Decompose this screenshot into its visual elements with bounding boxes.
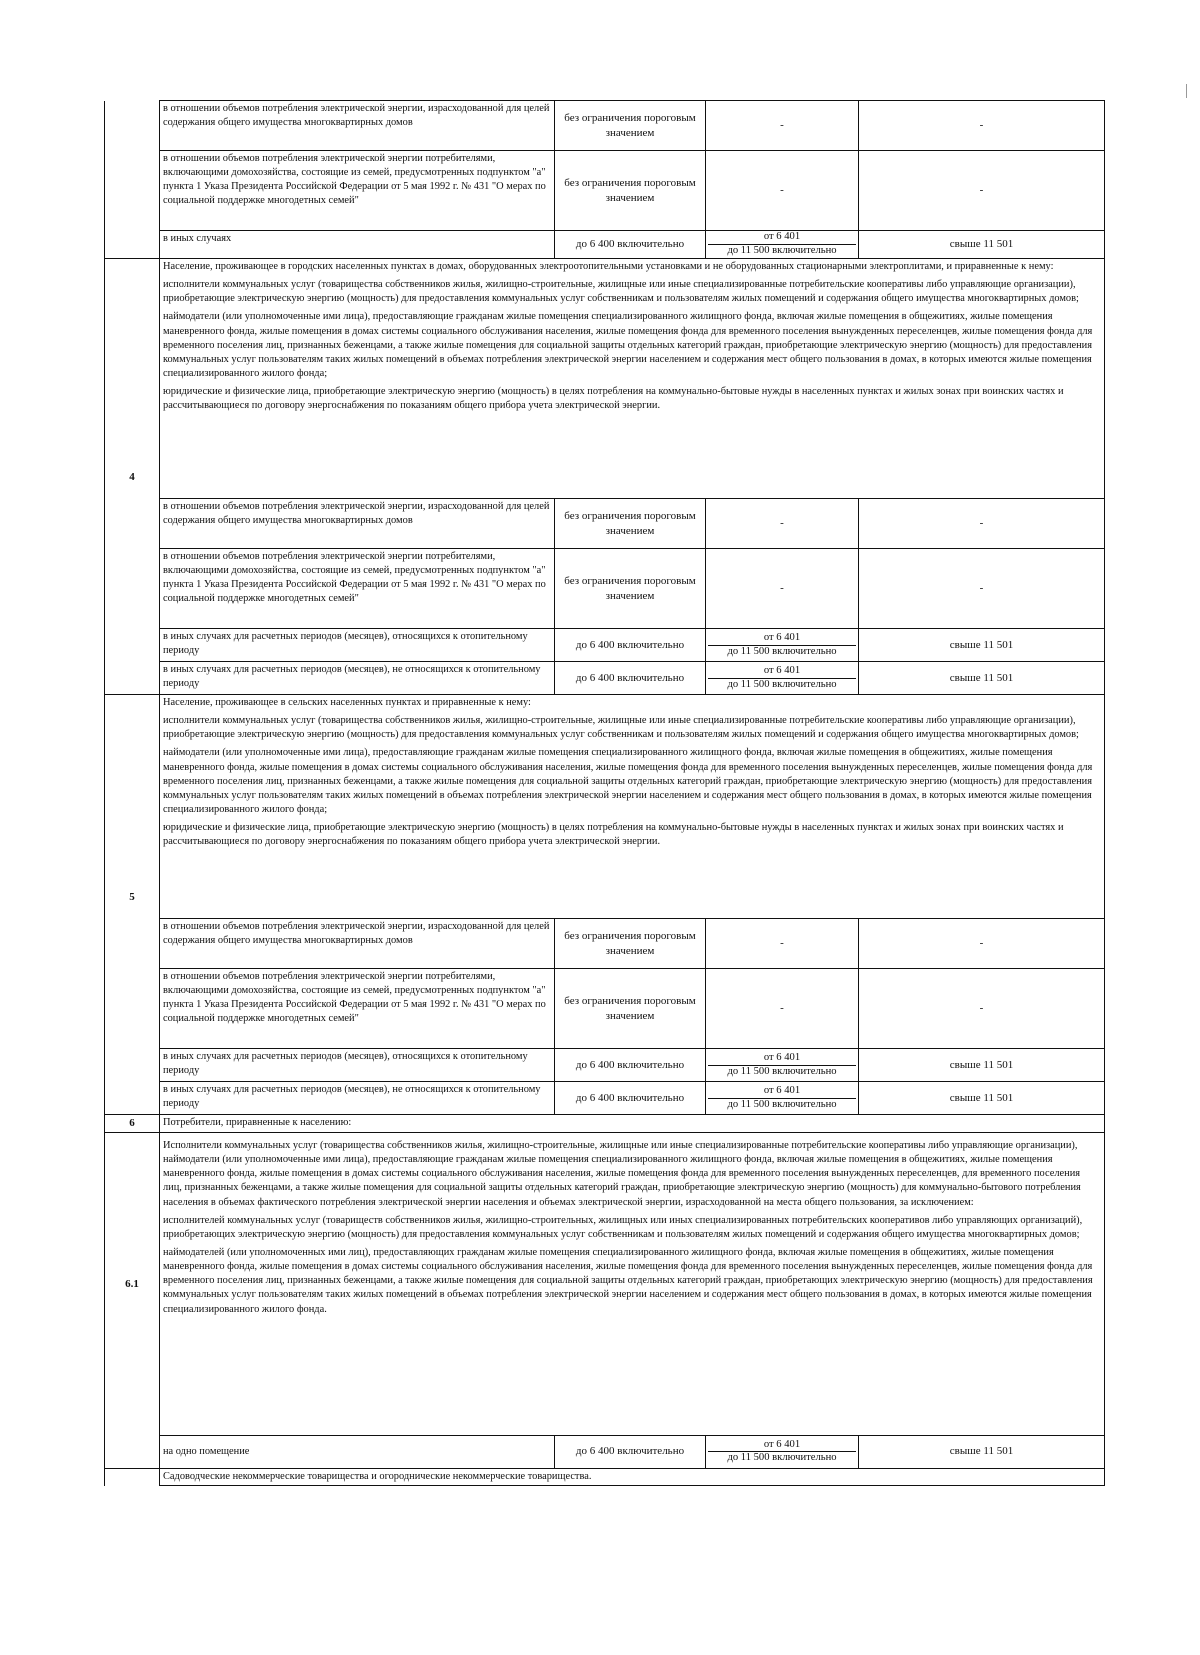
- range-to: до 11 500 включительно: [727, 1065, 837, 1077]
- table-row: [105, 662, 1105, 695]
- row-number-cell: [105, 231, 160, 259]
- table-row: [105, 499, 1105, 549]
- category-paragraph: исполнители коммунальных услуг (товарищества собственников жилья, жилищно-строительные, жилищные или иные специализированные потребительские кооперативы либо управляющие организации), приобретающие электрическую энергию (мощность) для предоставления коммунальных услуг собственникам и пользователям жилых помещений и содержания общего имущества многоквартирных домов;: [163, 715, 1079, 741]
- table-row-last: [105, 1468, 1105, 1485]
- row-number-cell: [105, 101, 160, 151]
- table-row: [105, 919, 1105, 969]
- range-to: до 11 500 включительно: [727, 645, 837, 657]
- row-number-cell: [105, 1082, 160, 1115]
- subrow-label: в отношении объемов потребления электрической энергии потребителями, включающими домохозяйства, состоящие из семей, предусмотренных подпунктом "а" пункта 1 Указа Президента Российской Федерации от 5 мая 1992 г. № 431 "О мерах по социальной поддержке многодетных семей": [160, 549, 555, 629]
- range-from: от 6 401: [708, 1052, 856, 1066]
- range-to: до 11 500 включительно: [727, 1452, 837, 1464]
- subrow-label: в отношении объемов потребления электрической энергии, израсходованной для целей содержания общего имущества многоквартирных домов: [160, 499, 555, 549]
- range-from: от 6 401: [708, 665, 856, 679]
- subrow-label: в иных случаях для расчетных периодов (месяцев), не относящихся к отопительному периоду: [160, 1082, 555, 1115]
- range-to: до 11 500 включительно: [727, 245, 837, 256]
- row-number-cell: [105, 1049, 160, 1082]
- category-heading: Население, проживающее в городских населенных пунктах в домах, оборудованных электроотопительными установками и не оборудованных стационарными электроплитами, и приравненные к нему:: [163, 261, 1054, 272]
- dash-cell: -: [859, 499, 1105, 549]
- table-row-4: [105, 259, 1105, 499]
- dash-cell: -: [706, 101, 859, 151]
- no-limit-cell: без ограничения пороговым значением: [555, 549, 706, 629]
- dash-cell: -: [706, 969, 859, 1049]
- category-paragraph: Исполнители коммунальных услуг (товарищества собственников жилья, жилищно-строительные, жилищные или иные специализированные потребительские кооперативы либо управляющие организации), наймодатели (или уполномоченные ими лица), предоставляющие гражданам жилые помещения специализированного жилищного фонда, включая жилые помещения в общежитиях, жилые помещения маневренного фонда, жилые помещения в домах системы социального обслуживания населения, жилые помещения фонда для временного поселения вынужденных переселенцев, для временного поселения лиц, признанных беженцами, а также жилые помещения для социальной защиты отдельных категорий граждан, приобретающие электрическую энергию (мощность) для коммунально-бытового потребления населения в объемах фактического потребления электрической энергии населения и объемах электрической энергии, израсходованной на места общего пользования, за исключением:: [163, 1139, 1081, 1208]
- over-cell: свыше 11 501: [859, 629, 1105, 662]
- tariff-table-page: [104, 100, 1104, 1486]
- category-description: [160, 1132, 1105, 1435]
- row-number-cell: 6.1: [105, 1132, 160, 1435]
- range-cell: [706, 662, 859, 695]
- category-heading: Потребители, приравненные к населению:: [160, 1115, 1105, 1133]
- row-number-cell: [105, 151, 160, 231]
- row-number-cell: [105, 499, 160, 549]
- table-row-6-1: [105, 1132, 1105, 1435]
- up-to-cell: до 6 400 включительно: [555, 231, 706, 259]
- table-row: [105, 629, 1105, 662]
- table-row: [105, 101, 1105, 151]
- range-cell: [706, 1049, 859, 1082]
- category-paragraph: наймодатели (или уполномоченные ими лица), предоставляющие гражданам жилые помещения специализированного жилищного фонда, включая жилые помещения в общежитиях, жилые помещения маневренного фонда, жилые помещения в домах системы социального обслуживания населения, жилые помещения фонда для временного поселения вынужденных переселенцев, жилые помещения фонда для временного поселения лиц, признанных беженцами, а также жилые помещения для социальной защиты отдельных категорий граждан, приобретающие электрическую энергию (мощность) для предоставления коммунальных услуг пользователям таких жилых помещений в объемах потребления электрической энергии населением и содержания мест общего пользования в домах, в которых имеются жилые помещения специализированного жилого фонда;: [163, 311, 1093, 379]
- range-cell: [706, 629, 859, 662]
- category-paragraph: наймодателей (или уполномоченных ими лиц), предоставляющих гражданам жилые помещения специализированного жилищного фонда, включая жилые помещения в общежитиях, жилые помещения маневренного фонда, жилые помещения в домах системы социального обслуживания населения, жилые помещения фонда для временного поселения вынужденных переселенцев, жилые помещения фонда для временного поселения лиц, признанных беженцами, а также жилые помещения для социальной защиты отдельных категорий граждан, приобретающих электрическую энергию (мощность) для предоставления коммунальных услуг пользователям таких жилых помещений в объемах потребления электрической энергии населением и содержания мест общего пользования в домах, в которых имеются жилые помещения специализированного жилого фонда.: [163, 1246, 1093, 1315]
- category-paragraph: наймодатели (или уполномоченные ими лица), предоставляющие гражданам жилые помещения специализированного жилищного фонда, включая жилые помещения в общежитиях, жилые помещения маневренного фонда, жилые помещения в домах системы социального обслуживания населения, жилые помещения фонда для временного поселения вынужденных переселенцев, жилые помещения фонда для временного поселения лиц, признанных беженцами, а также жилые помещения для социальной защиты отдельных категорий граждан, приобретающие электрическую энергию (мощность) для предоставления коммунальных услуг пользователям таких жилых помещений в объемах потребления электрической энергии населением и содержания мест общего пользования в домах, в которых имеются жилые помещения специализированного жилого фонда;: [163, 747, 1093, 815]
- range-from: от 6 401: [708, 1439, 856, 1453]
- over-cell: свыше 11 501: [859, 662, 1105, 695]
- row-number-cell: [105, 549, 160, 629]
- subrow-label: в иных случаях для расчетных периодов (месяцев), не относящихся к отопительному периоду: [160, 662, 555, 695]
- table-row: [105, 1435, 1105, 1468]
- range-from: от 6 401: [708, 1085, 856, 1099]
- subrow-label: в иных случаях для расчетных периодов (месяцев), относящихся к отопительному периоду: [160, 1049, 555, 1082]
- category-description: [160, 695, 1105, 919]
- category-paragraph: юридические и физические лица, приобретающие электрическую энергию (мощность) в целях потребления на коммунально-бытовые нужды в населенных пунктах и жилых зонах при воинских частях и рассчитывающиеся по договору энергоснабжения по показаниям общего прибора учета электрической энергии.: [163, 822, 1064, 848]
- category-paragraph: исполнителей коммунальных услуг (товариществ собственников жилья, жилищно-строительных, жилищных или иных специализированных потребительских кооперативов либо управляющих организаций), приобретающих электрическую энергию (мощность) для предоставления коммунальных услуг собственникам и пользователям жилых помещений и содержания общего имущества многоквартирных домов;: [163, 1214, 1083, 1240]
- table-row-6: [105, 1115, 1105, 1133]
- up-to-cell: до 6 400 включительно: [555, 1082, 706, 1115]
- up-to-cell: до 6 400 включительно: [555, 662, 706, 695]
- tariff-table: [104, 100, 1105, 1486]
- dash-cell: -: [859, 969, 1105, 1049]
- row-number-cell: [105, 919, 160, 969]
- over-cell: свыше 11 501: [859, 231, 1105, 259]
- dash-cell: -: [706, 919, 859, 969]
- row-number-cell: [105, 969, 160, 1049]
- subrow-label: в отношении объемов потребления электрической энергии потребителями, включающими домохозяйства, состоящие из семей, предусмотренных подпунктом "а" пункта 1 Указа Президента Российской Федерации от 5 мая 1992 г. № 431 "О мерах по социальной поддержке многодетных семей": [160, 969, 555, 1049]
- row-number-cell: [105, 1468, 160, 1485]
- up-to-cell: до 6 400 включительно: [555, 629, 706, 662]
- over-cell: свыше 11 501: [859, 1049, 1105, 1082]
- table-row: [105, 1049, 1105, 1082]
- dash-cell: -: [859, 919, 1105, 969]
- row-number-cell: [105, 1435, 160, 1468]
- table-row-5: [105, 695, 1105, 919]
- range-cell: [706, 1435, 859, 1468]
- table-row: [105, 549, 1105, 629]
- subrow-label: в отношении объемов потребления электрической энергии, израсходованной для целей содержания общего имущества многоквартирных домов: [160, 101, 555, 151]
- category-description: [160, 259, 1105, 499]
- row-number-cell: [105, 629, 160, 662]
- category-paragraph: юридические и физические лица, приобретающие электрическую энергию (мощность) в целях потребления на коммунально-бытовые нужды в населенных пунктах и жилых зонах при воинских частях и рассчитывающиеся по договору энергоснабжения по показаниям общего прибора учета электрической энергии.: [163, 386, 1064, 412]
- subrow-label: в отношении объемов потребления электрической энергии, израсходованной для целей содержания общего имущества многоквартирных домов: [160, 919, 555, 969]
- range-cell: [706, 231, 859, 259]
- up-to-cell: до 6 400 включительно: [555, 1435, 706, 1468]
- table-row: [105, 969, 1105, 1049]
- range-to: до 11 500 включительно: [727, 1098, 837, 1110]
- row-number-cell: [105, 662, 160, 695]
- table-row: [105, 1082, 1105, 1115]
- no-limit-cell: без ограничения пороговым значением: [555, 101, 706, 151]
- category-paragraph: исполнители коммунальных услуг (товарищества собственников жилья, жилищно-строительные, жилищные или иные специализированные потребительские кооперативы либо управляющие организации), приобретающие электрическую энергию (мощность) для предоставления коммунальных услуг собственникам и пользователям жилых помещений и содержания общего имущества многоквартирных домов;: [163, 279, 1079, 305]
- row-number-cell: 6: [105, 1115, 160, 1133]
- dash-cell: -: [706, 499, 859, 549]
- dash-cell: -: [859, 101, 1105, 151]
- subrow-label: в иных случаях: [160, 231, 555, 259]
- range-to: до 11 500 включительно: [727, 678, 837, 690]
- table-row: [105, 151, 1105, 231]
- subrow-label: в иных случаях для расчетных периодов (месяцев), относящихся к отопительному периоду: [160, 629, 555, 662]
- range-cell: [706, 1082, 859, 1115]
- category-heading: Садоводческие некоммерческие товарищества и огороднические некоммерческие товарищества.: [160, 1468, 1105, 1485]
- subrow-label: на одно помещение: [160, 1435, 555, 1468]
- no-limit-cell: без ограничения пороговым значением: [555, 919, 706, 969]
- range-from: от 6 401: [708, 632, 856, 646]
- dash-cell: -: [706, 151, 859, 231]
- dash-cell: -: [859, 151, 1105, 231]
- no-limit-cell: без ограничения пороговым значением: [555, 151, 706, 231]
- up-to-cell: до 6 400 включительно: [555, 1049, 706, 1082]
- dash-cell: -: [859, 549, 1105, 629]
- range-from: от 6 401: [708, 231, 856, 245]
- no-limit-cell: без ограничения пороговым значением: [555, 969, 706, 1049]
- row-number-cell: 4: [105, 259, 160, 499]
- subrow-label: в отношении объемов потребления электрической энергии потребителями, включающими домохозяйства, состоящие из семей, предусмотренных подпунктом "а" пункта 1 Указа Президента Российской Федерации от 5 мая 1992 г. № 431 "О мерах по социальной поддержке многодетных семей": [160, 151, 555, 231]
- category-heading: Население, проживающее в сельских населенных пунктах и приравненные к нему:: [163, 697, 531, 708]
- over-cell: свыше 11 501: [859, 1082, 1105, 1115]
- no-limit-cell: без ограничения пороговым значением: [555, 499, 706, 549]
- row-number-cell: 5: [105, 695, 160, 919]
- scan-edge-mark: [1186, 84, 1187, 98]
- over-cell: свыше 11 501: [859, 1435, 1105, 1468]
- table-row: [105, 231, 1105, 259]
- dash-cell: -: [706, 549, 859, 629]
